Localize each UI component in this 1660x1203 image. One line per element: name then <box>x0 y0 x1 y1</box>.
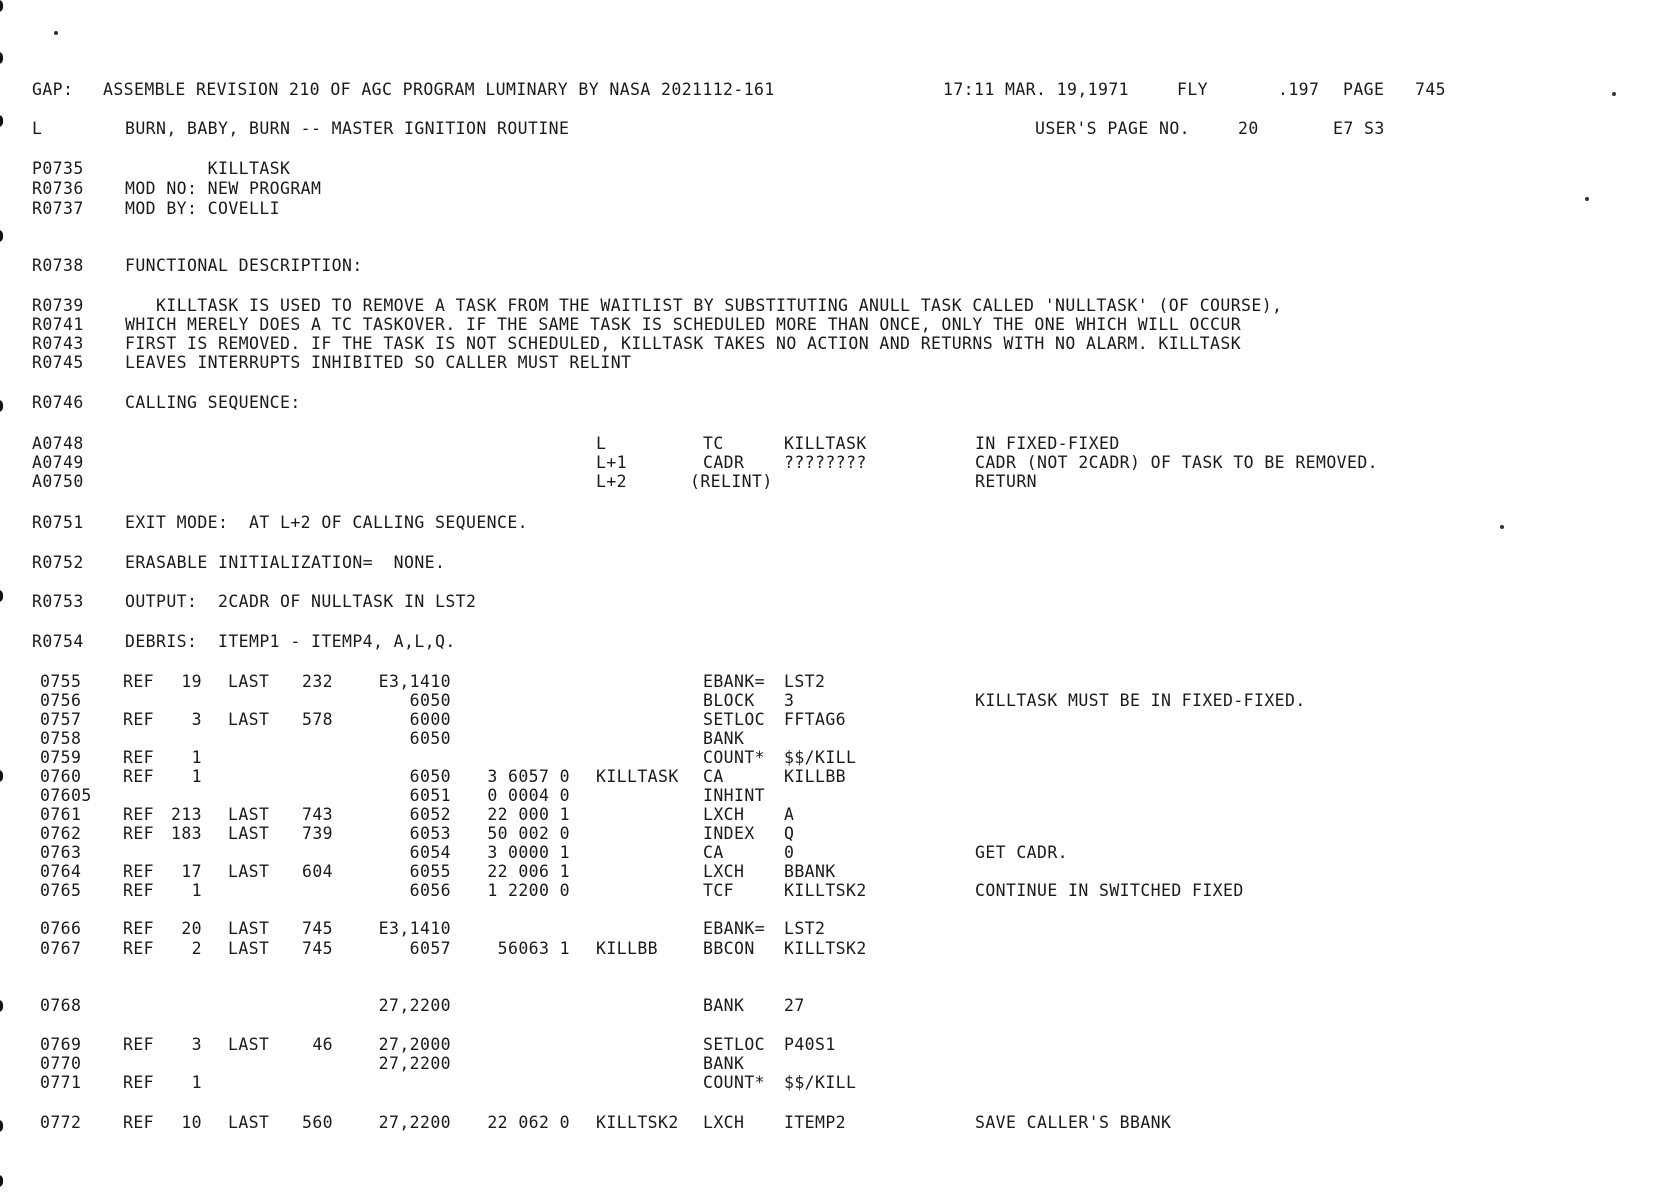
code-ref: REF <box>123 939 155 958</box>
code-addr: 6054 <box>409 843 451 862</box>
code-op: BANK <box>703 729 745 748</box>
code-last: LAST <box>228 824 270 843</box>
line-id: R0752 <box>32 553 84 572</box>
remark-text: WHICH MERELY DOES A TC TASKOVER. IF THE SAME TASK IS SCHEDULED MORE THAN ONCE, ONLY THE ONE WHICH WILL OCCUR <box>125 315 1242 334</box>
code-ref: REF <box>123 672 155 691</box>
calling-comment: IN FIXED-FIXED <box>975 434 1120 453</box>
code-word: 3 0000 1 <box>487 843 570 862</box>
code-word: 0 0004 0 <box>487 786 570 805</box>
calling-op: CADR <box>703 453 745 472</box>
code-line: 0772 <box>40 1113 82 1132</box>
code-addr: 27,2200 <box>378 1113 451 1132</box>
code-last: LAST <box>228 710 270 729</box>
code-operand: 3 <box>784 691 795 710</box>
code-op: BANK <box>703 996 745 1015</box>
line-id: R0737 <box>32 199 84 218</box>
code-refn: 213 <box>170 805 202 824</box>
line-id: R0754 <box>32 632 84 651</box>
code-op: SETLOC <box>703 1035 766 1054</box>
code-last: LAST <box>228 1035 270 1054</box>
code-operand: 0 <box>784 843 795 862</box>
code-line: 0764 <box>40 862 82 881</box>
line-id: R0746 <box>32 393 84 412</box>
code-ref: REF <box>123 881 155 900</box>
remark-text: KILLTASK <box>125 159 291 178</box>
line-id: R0743 <box>32 334 84 353</box>
remark-text: LEAVES INTERRUPTS INHIBITED SO CALLER MUST RELINT <box>125 353 632 372</box>
code-operand: LST2 <box>784 919 826 938</box>
code-operand: KILLTSK2 <box>784 939 867 958</box>
assembly-title: ASSEMBLE REVISION 210 OF AGC PROGRAM LUMINARY BY NASA 2021112-161 <box>103 80 775 99</box>
calling-op: TC <box>703 434 724 453</box>
code-operand: P40S1 <box>784 1035 836 1054</box>
code-op: LXCH <box>703 1113 745 1132</box>
code-refn: 3 <box>191 1035 202 1054</box>
line-id: R0745 <box>32 353 84 372</box>
line-id: R0739 <box>32 296 84 315</box>
code-operand: FFTAG6 <box>784 710 847 729</box>
code-ref: REF <box>123 710 155 729</box>
code-word: 22 000 1 <box>487 805 570 824</box>
line-id: A0749 <box>32 453 84 472</box>
code-op: CA <box>703 843 724 862</box>
code-label: KILLBB <box>596 939 659 958</box>
code-lastn: 232 <box>301 672 333 691</box>
calling-comment: CADR (NOT 2CADR) OF TASK TO BE REMOVED. <box>975 453 1379 472</box>
code-op: COUNT* <box>703 1073 766 1092</box>
code-lastn: 604 <box>301 862 333 881</box>
user-page-label: USER'S PAGE NO. <box>1035 119 1191 138</box>
remark-text: OUTPUT: 2CADR OF NULLTASK IN LST2 <box>125 592 477 611</box>
code-ref: REF <box>123 805 155 824</box>
code-refn: 19 <box>181 672 202 691</box>
code-operand: BBANK <box>784 862 836 881</box>
code-op: CA <box>703 767 724 786</box>
code-addr: 27,2200 <box>378 1054 451 1073</box>
line-id: R0751 <box>32 513 84 532</box>
edge-mark <box>0 1120 3 1132</box>
code-addr: 6055 <box>409 862 451 881</box>
calling-op: (RELINT) <box>690 472 773 491</box>
section-title: BURN, BABY, BURN -- MASTER IGNITION ROUTINE <box>125 119 570 138</box>
code-line: 0761 <box>40 805 82 824</box>
code-line: 07605 <box>40 786 92 805</box>
code-addr: 27,2200 <box>378 996 451 1015</box>
section-code: E7 S3 <box>1333 119 1385 138</box>
code-operand: $$/KILL <box>784 748 857 767</box>
code-line: 0766 <box>40 919 82 938</box>
calling-loc: L+2 <box>596 472 628 491</box>
code-op: SETLOC <box>703 710 766 729</box>
code-line: 0763 <box>40 843 82 862</box>
code-operand: Q <box>784 824 795 843</box>
code-lastn: 560 <box>301 1113 333 1132</box>
code-last: LAST <box>228 939 270 958</box>
code-addr: E3,1410 <box>378 919 451 938</box>
code-line: 0756 <box>40 691 82 710</box>
code-refn: 10 <box>181 1113 202 1132</box>
code-addr: 6053 <box>409 824 451 843</box>
code-operand: KILLBB <box>784 767 847 786</box>
code-op: LXCH <box>703 862 745 881</box>
code-addr: 6000 <box>409 710 451 729</box>
line-id: R0741 <box>32 315 84 334</box>
code-op: BLOCK <box>703 691 755 710</box>
code-lastn: 46 <box>312 1035 333 1054</box>
code-addr: 27,2000 <box>378 1035 451 1054</box>
remark-text: FUNCTIONAL DESCRIPTION: <box>125 256 363 275</box>
code-op: INHINT <box>703 786 766 805</box>
edge-mark <box>0 400 3 412</box>
code-word: 50 002 0 <box>487 824 570 843</box>
code-lastn: 743 <box>301 805 333 824</box>
code-refn: 2 <box>191 939 202 958</box>
code-last: LAST <box>228 862 270 881</box>
edge-mark <box>0 1000 3 1012</box>
edge-mark <box>0 1175 3 1187</box>
code-addr: 6056 <box>409 881 451 900</box>
code-line: 0759 <box>40 748 82 767</box>
code-line: 0762 <box>40 824 82 843</box>
code-ref: REF <box>123 1073 155 1092</box>
line-id: R0753 <box>32 592 84 611</box>
code-addr: 6050 <box>409 729 451 748</box>
code-lastn: 578 <box>301 710 333 729</box>
edge-mark <box>0 0 3 12</box>
code-comment: CONTINUE IN SWITCHED FIXED <box>975 881 1244 900</box>
dot197: .197 <box>1278 80 1320 99</box>
code-addr: 6050 <box>409 691 451 710</box>
line-id: R0736 <box>32 179 84 198</box>
remark-text: CALLING SEQUENCE: <box>125 393 301 412</box>
edge-mark <box>0 770 3 782</box>
code-addr: E3,1410 <box>378 672 451 691</box>
code-addr: 6052 <box>409 805 451 824</box>
code-last: LAST <box>228 1113 270 1132</box>
code-refn: 1 <box>191 748 202 767</box>
remark-text: FIRST IS REMOVED. IF THE TASK IS NOT SCHEDULED, KILLTASK TAKES NO ACTION AND RETURNS WITH NO ALARM. KILLTASK <box>125 334 1242 353</box>
code-lastn: 745 <box>301 939 333 958</box>
line-id: A0750 <box>32 472 84 491</box>
code-op: BBCON <box>703 939 755 958</box>
code-word: 22 006 1 <box>487 862 570 881</box>
code-operand: 27 <box>784 996 805 1015</box>
code-operand: LST2 <box>784 672 826 691</box>
code-op: EBANK= <box>703 919 766 938</box>
code-ref: REF <box>123 1113 155 1132</box>
code-last: LAST <box>228 805 270 824</box>
edge-mark <box>0 52 3 64</box>
code-word: 1 2200 0 <box>487 881 570 900</box>
code-refn: 1 <box>191 881 202 900</box>
code-operand: A <box>784 805 795 824</box>
code-line: 0765 <box>40 881 82 900</box>
code-ref: REF <box>123 767 155 786</box>
code-line: 0755 <box>40 672 82 691</box>
code-last: LAST <box>228 919 270 938</box>
remark-text: EXIT MODE: AT L+2 OF CALLING SEQUENCE. <box>125 513 529 532</box>
code-ref: REF <box>123 824 155 843</box>
code-refn: 183 <box>170 824 202 843</box>
code-word: 3 6057 0 <box>487 767 570 786</box>
code-ref: REF <box>123 862 155 881</box>
code-line: 0767 <box>40 939 82 958</box>
remark-text: DEBRIS: ITEMP1 - ITEMP4, A,L,Q. <box>125 632 456 651</box>
line-id: P0735 <box>32 159 84 178</box>
code-lastn: 745 <box>301 919 333 938</box>
code-operand: KILLTSK2 <box>784 881 867 900</box>
speck <box>1612 92 1616 96</box>
datetime: 17:11 MAR. 19,1971 <box>943 80 1130 99</box>
remark-text: KILLTASK IS USED TO REMOVE A TASK FROM THE WAITLIST BY SUBSTITUTING ANULL TASK CALLED 'NULLTASK' (OF COURSE), <box>125 296 1283 315</box>
code-operand: ITEMP2 <box>784 1113 847 1132</box>
remark-text: MOD NO: NEW PROGRAM <box>125 179 322 198</box>
code-line: 0770 <box>40 1054 82 1073</box>
code-comment: GET CADR. <box>975 843 1069 862</box>
code-line: 0757 <box>40 710 82 729</box>
code-refn: 3 <box>191 710 202 729</box>
code-ref: REF <box>123 748 155 767</box>
code-comment: SAVE CALLER'S BBANK <box>975 1113 1172 1132</box>
code-label: KILLTSK2 <box>596 1113 679 1132</box>
code-refn: 1 <box>191 767 202 786</box>
code-addr: 6050 <box>409 767 451 786</box>
code-op: COUNT* <box>703 748 766 767</box>
user-page-number: 20 <box>1238 119 1259 138</box>
line-id: A0748 <box>32 434 84 453</box>
line-id: R0738 <box>32 256 84 275</box>
speck <box>1500 525 1504 529</box>
code-line: 0760 <box>40 767 82 786</box>
code-lastn: 739 <box>301 824 333 843</box>
code-ref: REF <box>123 1035 155 1054</box>
code-op: EBANK= <box>703 672 766 691</box>
remark-text: MOD BY: COVELLI <box>125 199 281 218</box>
calling-loc: L+1 <box>596 453 628 472</box>
code-comment: KILLTASK MUST BE IN FIXED-FIXED. <box>975 691 1306 710</box>
speck <box>1585 197 1589 201</box>
code-op: INDEX <box>703 824 755 843</box>
code-op: TCF <box>703 881 735 900</box>
l-label: L <box>32 119 43 138</box>
code-word: 56063 1 <box>497 939 570 958</box>
remark-text: ERASABLE INITIALIZATION= NONE. <box>125 553 446 572</box>
code-word: 22 062 0 <box>487 1113 570 1132</box>
code-line: 0768 <box>40 996 82 1015</box>
page-label: PAGE <box>1343 80 1385 99</box>
edge-mark <box>0 230 3 242</box>
page-number: 745 <box>1415 80 1447 99</box>
gap-label: GAP: <box>32 80 74 99</box>
code-addr: 6051 <box>409 786 451 805</box>
code-operand: $$/KILL <box>784 1073 857 1092</box>
code-label: KILLTASK <box>596 767 679 786</box>
code-line: 0769 <box>40 1035 82 1054</box>
speck <box>54 31 58 35</box>
code-line: 0771 <box>40 1073 82 1092</box>
calling-operand: ???????? <box>784 453 867 472</box>
code-ref: REF <box>123 919 155 938</box>
code-refn: 17 <box>181 862 202 881</box>
code-last: LAST <box>228 672 270 691</box>
edge-mark <box>0 115 3 127</box>
code-refn: 20 <box>181 919 202 938</box>
code-op: LXCH <box>703 805 745 824</box>
calling-operand: KILLTASK <box>784 434 867 453</box>
edge-mark <box>0 590 3 602</box>
fly-label: FLY <box>1177 80 1209 99</box>
code-addr: 6057 <box>409 939 451 958</box>
code-line: 0758 <box>40 729 82 748</box>
code-refn: 1 <box>191 1073 202 1092</box>
code-op: BANK <box>703 1054 745 1073</box>
calling-comment: RETURN <box>975 472 1038 491</box>
calling-loc: L <box>596 434 607 453</box>
